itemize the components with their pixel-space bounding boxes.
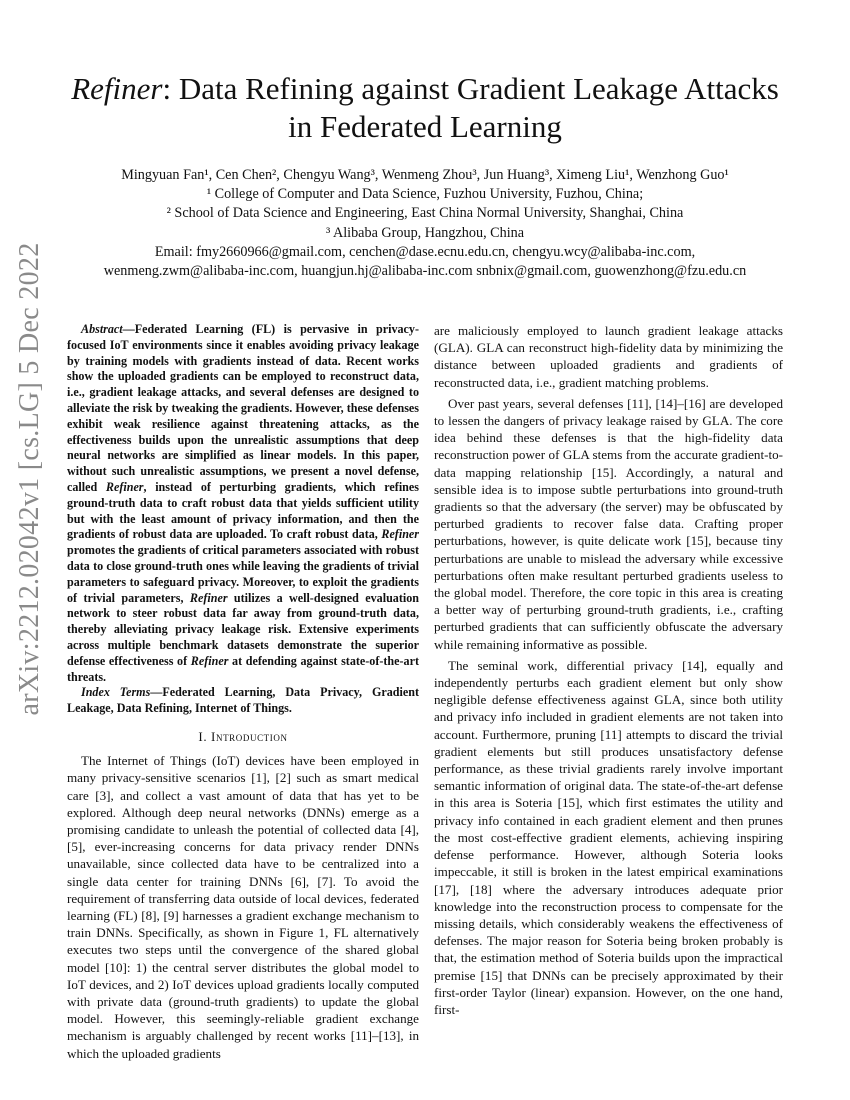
email-line-2: wenmeng.zwm@alibaba-inc.com, huangjun.hj@alibaba-inc.com snbnix@gmail.com, guowenzhong@fzu.edu.cn: [103, 263, 747, 280]
email-line-1: Email: fmy2660966@gmail.com, cenchen@dase.ecnu.edu.cn, chengyu.wcy@alibaba-inc.com,: [154, 243, 696, 260]
title-rest: : Data Refining against Gradient Leakage Attacks in Federated Learning: [162, 71, 779, 144]
section-number: I.: [198, 728, 212, 744]
paragraph: are maliciously employed to launch gradient leakage attacks (GLA). GLA can reconstruct high-fidelity data by minimizing the distance between uploaded gradients and gradients of reconstructed data, i.e., gradient matching problems.: [434, 323, 783, 390]
abstract-lead: Abstract: [81, 322, 123, 336]
arxiv-sidebar: [6, 242, 54, 716]
left-column: [67, 322, 419, 1062]
abstract-text-1: —Federated Learning (FL) is pervasive in privacy-focused IoT environments since it enables avoiding privacy leakage by training models with gradients instead of data. Recent works show the uploaded gradients can be employed to reconstruct data, i.e., gradient leakage attacks, and several defenses are designed to alleviate the risk by tweaking the gradients. However, these defenses exhibit weak resilience against threatening attacks, as the effectiveness builds upon the unrealistic assumptions that deep neural networks are simplified as linear models. In this paper, without such unrealistic assumptions, we present a novel defense, called: [67, 322, 419, 494]
paragraph: Over past years, several defenses [11], [14]–[16] are developed to lessen the dangers of privacy leakage raised by GLA. The core idea behind these defenses is that the high-fidelity data reconstruction power of GLA stems from the accurate gradient-to-data mapping relationship [15]. Accordingly, a natural and sensible idea is to impose subtle perturbations into ground-truth gradients so that the adversary (the server) may be obfuscated by perturbed gradients to recover false data. Crafting proper perturbations, however, is quite delicate work [15], because tiny perturbations are unable to mislead the adversary while excessive perturbations often make resultant perturbed gradients useless to the global model. Therefore, the core topic in this area is creating a better way of perturbing ground-truth gradients, i.e., crafting perturbed gradients that can sufficiently obfuscate the adversary while remaining informative as possible.: [434, 395, 783, 652]
abstract-refiner-3: Refiner: [189, 590, 228, 605]
right-column: [434, 322, 783, 1018]
abstract-text-3: promotes the gradients of critical parameters associated with robust data to close ground-truth ones while leaving the gradients of trivial parameters to safeguard privacy. Moreover, to exploit the gradients of trivial parameters,: [67, 543, 419, 605]
section-heading-introduction: [67, 728, 419, 745]
abstract-refiner-4: Refiner: [190, 653, 229, 668]
section-title: Introduction: [211, 728, 288, 744]
affiliation-1: ¹ College of Computer and Data Science, Fuzhou University, Fuzhou, China;: [206, 186, 644, 203]
paragraph: The Internet of Things (IoT) devices have been employed in many privacy-sensitive scenarios [1], [2] such as smart medical care [3], and collect a vast amount of data that has yet to be explored. Although deep neural networks (DNNs) emerge as a promising candidate to unleash the potential of collected data [4], [5], ever-increasing concerns for data privacy render DNNs unavailable, since collected data have to be centralized into a single data center for training DNNs [6], [7]. To avoid the requirement of transferring data outside of local devices, federated learning (FL) [8], [9] harnesses a gradient exchange mechanism to train DNNs. Specifically, as shown in Figure 1, FL alternatively executes two steps until the convergence of the shared global model [10]: 1) the central server distributes the global model to IoT devices, and 2) IoT devices upload gradients locally computed with private data (ground-truth gradients) to update the global model. However, this seemingly-reliable gradient exchange mechanism is arguably challenged by recent works [11]–[13], in which the uploaded gradients: [67, 753, 419, 1061]
abstract-text-4: utilizes a well-designed evaluation network to steer robust data far away from ground-truth data, thereby alleviating privacy leakage risk. Extensive experiments across multiple benchmark datasets demonstrate the superior defense effectiveness of: [67, 590, 419, 668]
paragraph: The seminal work, differential privacy [14], equally and independently perturbs each gradient element but only show negligible defense effectiveness against GLA, since both utility and privacy info included in gradient elements are not taken into account. Furthermore, pruning [11] attempts to discard the trivial gradient elements but still produces unsatisfactory defense performance, as these trivial gradients rarely involve important semantic information of original data. The state-of-the-art defense in this area is Soteria [15], which first estimates the utility and privacy info contained in each gradient element and then prunes the most cost-effective gradient elements, achieving inspiring defense performance. However, although Soteria looks impeccable, it still is broken in the latest empirical examinations [17], [18] where the adversary introduces adequate prior knowledge into the reconstruction process to compensate for the missing details, which considerably weakens the effectiveness of defenses. The major reason for Soteria being broken probably is that, the estimation method of Soteria builds upon the impractical premise [15] that DNNs can be precisely approximated by their first-order Taylor (linear) expansion. However, on the one hand, first-: [434, 657, 783, 1017]
index-terms-lead: Index Terms: [81, 685, 151, 700]
abstract-refiner-1: Refiner: [105, 479, 144, 494]
abstract-text-5: at defending against state-of-the-art threats.: [67, 653, 419, 684]
abstract-text-2: , instead of perturbing gradients, which refines ground-truth data to craft robust data that yields sufficient utility but with the least amount of privacy information, and then the gradients of robust data are uploaded. To craft robust data,: [67, 479, 419, 542]
paper-title: [60, 70, 790, 146]
abstract-refiner-2: Refiner: [381, 527, 419, 542]
author-names: Mingyuan Fan¹, Cen Chen², Chengyu Wang³, Wenmeng Zhou³, Jun Huang³, Ximeng Liu¹, Wenzhong Guo¹: [121, 167, 729, 183]
index-terms-text: —Federated Learning, Data Privacy, Gradient Leakage, Data Refining, Internet of Things.: [67, 685, 419, 716]
title-refiner: Refiner: [71, 71, 163, 106]
abstract: [67, 322, 419, 685]
affiliation-3: ³ Alibaba Group, Hangzhou, China: [325, 224, 525, 241]
affiliation-2: ² School of Data Science and Engineering, East China Normal University, Shanghai, China: [166, 205, 684, 222]
arxiv-identifier: arXiv:2212.02042v1 [cs.LG] 5 Dec 2022: [14, 242, 45, 716]
index-terms: [67, 685, 419, 717]
author-block: [40, 166, 810, 281]
